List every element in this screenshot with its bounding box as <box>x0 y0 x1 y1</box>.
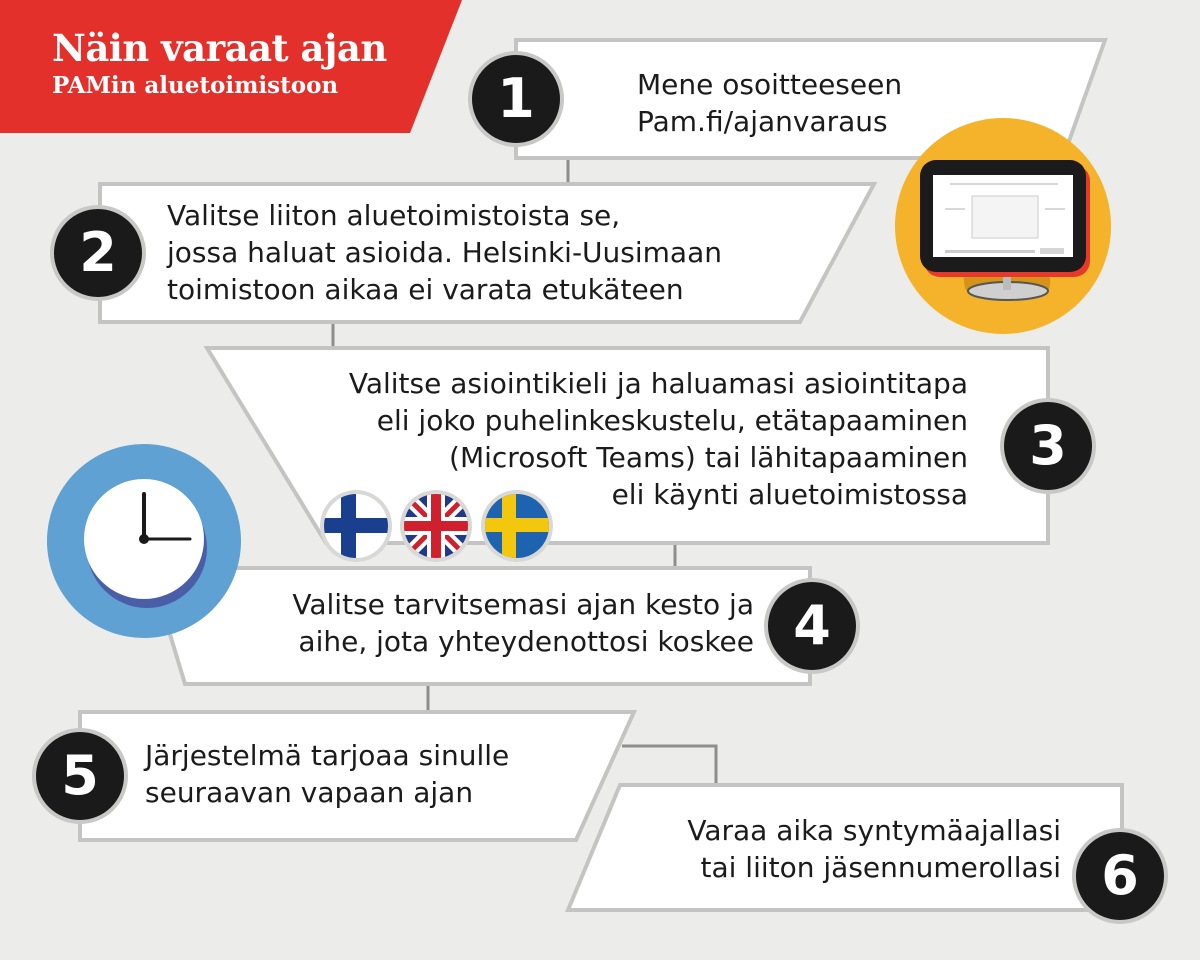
step-1-line: Mene osoitteeseen <box>637 68 903 101</box>
step-1-number: 1 <box>497 67 535 130</box>
step-1-text <box>637 66 902 140</box>
step-4-number: 4 <box>793 594 831 657</box>
step-6-text <box>687 812 1061 886</box>
step-3-line: eli käynti aluetoimistossa <box>611 478 968 511</box>
page-subtitle: PAMin aluetoimistoon <box>52 72 339 99</box>
step-3-line: eli joko puhelinkeskustelu, etätapaaminen <box>376 404 968 437</box>
step-3-line: (Microsoft Teams) tai lähitapaaminen <box>449 441 968 474</box>
page-title: Näin varaat ajan <box>52 26 387 70</box>
step-6-line: Varaa aika syntymäajallasi <box>687 814 1061 847</box>
step-3-number: 3 <box>1029 414 1067 477</box>
step-6-line: tai liiton jäsennumerollasi <box>700 851 1061 884</box>
monitor-icon <box>895 118 1111 334</box>
step-4-text <box>292 586 754 660</box>
step-3-line: Valitse asiointikieli ja haluamasi asiointitapa <box>348 367 968 400</box>
step-5-line: seuraavan vapaan ajan <box>145 776 474 809</box>
step-1-line: Pam.fi/ajanvaraus <box>637 105 888 138</box>
step-2-line: jossa haluat asioida. Helsinki-Uusimaan <box>167 236 722 269</box>
step-2-line: toimistoon aikaa ei varata etukäteen <box>167 273 684 306</box>
step-5-text <box>145 737 509 811</box>
step-5-line: Järjestelmä tarjoaa sinulle <box>145 739 510 772</box>
step-4-line: aihe, jota yhteydenottosi koskee <box>298 625 754 658</box>
step-2-line: Valitse liiton aluetoimistoista se, <box>167 199 621 232</box>
step-6-number: 6 <box>1101 844 1139 907</box>
step-2-text <box>167 197 722 308</box>
step-3-text <box>349 365 968 513</box>
clock-icon <box>47 444 241 638</box>
step-4-line: Valitse tarvitsemasi ajan kesto ja <box>292 588 754 621</box>
step-2-number: 2 <box>79 221 117 284</box>
step-5-number: 5 <box>61 744 99 807</box>
